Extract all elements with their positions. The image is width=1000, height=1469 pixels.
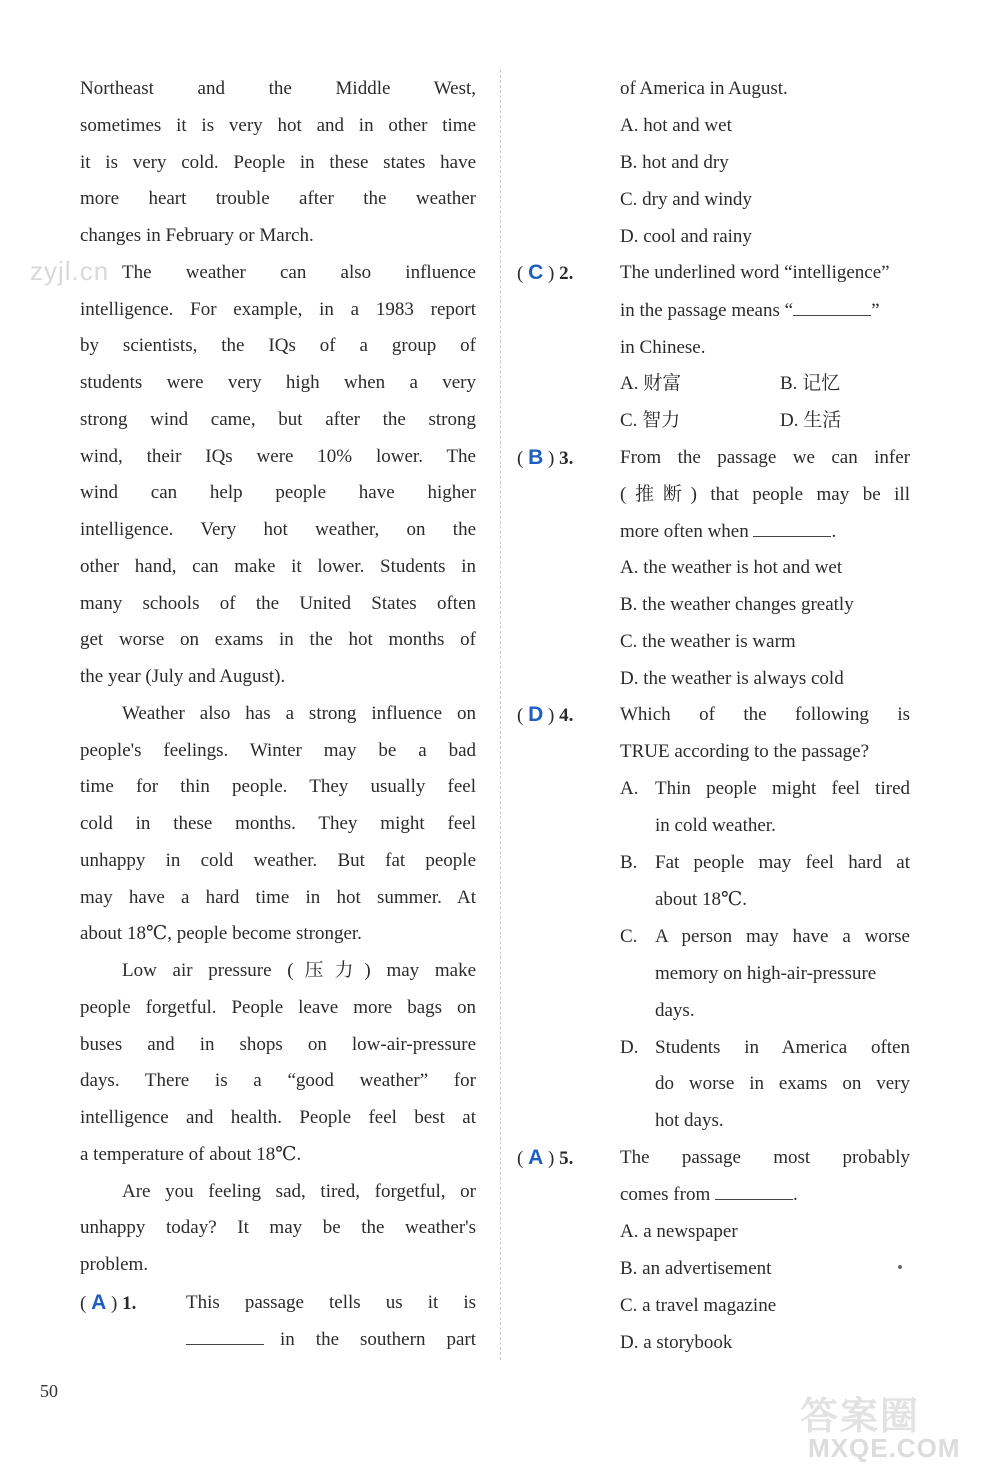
q4-option-b-label: B. xyxy=(620,852,638,873)
answer-2: C xyxy=(528,261,544,284)
answer-blank xyxy=(715,1185,793,1200)
question-4: ( D ) 4. xyxy=(517,703,574,726)
passage-line: it is very cold. People in these states have xyxy=(80,151,476,173)
passage-line: unhappy in cold weather. But fat people xyxy=(80,849,476,871)
answer-4: D xyxy=(528,703,544,726)
q4-option-a-cont: in cold weather. xyxy=(655,815,776,836)
passage-line: cold in these months. They might feel xyxy=(80,813,476,834)
stem-text: more often when xyxy=(620,521,749,542)
question-3-stem: From the passage we can infer xyxy=(620,447,910,468)
q5-option-c: C. a travel magazine xyxy=(620,1295,777,1316)
question-number: 4. xyxy=(559,705,574,726)
q4-option-c-label: C. xyxy=(620,926,638,947)
q2-option-d: D. 生活 xyxy=(780,410,842,431)
question-number: 2. xyxy=(559,263,574,284)
q3-option-c: C. the weather is warm xyxy=(620,631,796,652)
stray-dot xyxy=(898,1265,902,1269)
answer-1: A xyxy=(91,1291,107,1314)
q5-option-a: A. a newspaper xyxy=(620,1221,738,1242)
passage-line: problem. xyxy=(80,1254,149,1275)
passage-line: sometimes it is very hot and in other time xyxy=(80,114,476,136)
passage-line: buses and in shops on low-air-pressure xyxy=(80,1033,476,1055)
q4-option-d-cont: do worse in exams on very xyxy=(655,1073,910,1094)
q4-option-c-cont-2: days. xyxy=(655,1000,695,1021)
passage-line: unhappy today? It may be the weather's xyxy=(80,1217,476,1239)
question-number: 3. xyxy=(559,448,574,469)
question-2-stem-3: in Chinese. xyxy=(620,337,706,358)
question-1-stem-2-text: in the southern part xyxy=(280,1329,476,1350)
answer-blank xyxy=(186,1330,264,1345)
passage-line: intelligence and health. People feel best at xyxy=(80,1107,476,1128)
stem-text: in the passage means “ xyxy=(620,300,794,321)
passage-line: The weather can also influence xyxy=(122,261,476,283)
stem-text: comes from xyxy=(620,1184,711,1205)
watermark-mxqe-logo: 答案圈 xyxy=(800,1394,921,1438)
passage-line: people forgetful. People leave more bags on xyxy=(80,996,476,1018)
answer-5: A xyxy=(528,1146,544,1169)
q1-option-c: C. dry and windy xyxy=(620,189,752,210)
stem-text: . xyxy=(831,521,837,542)
passage-line: a temperature of about 18℃. xyxy=(80,1143,302,1165)
q4-option-d-label: D. xyxy=(620,1037,639,1058)
passage-line: Northeast and the Middle West, xyxy=(80,78,476,99)
passage-line: Weather also has a strong influence on xyxy=(122,702,476,724)
q3-option-b: B. the weather changes greatly xyxy=(620,594,854,615)
answer-blank xyxy=(753,522,831,537)
watermark-zyjl: zyjl.cn xyxy=(30,256,110,286)
q4-option-c-cont: memory on high-air-pressure xyxy=(655,963,877,984)
question-3-stem-2: (推断) that people may be ill xyxy=(620,484,910,505)
q2-option-b: B. 记忆 xyxy=(780,373,841,394)
passage-line: intelligence. For example, in a 1983 report xyxy=(80,298,476,320)
question-3-stem-3 xyxy=(620,520,836,544)
passage-line: many schools of the United States often xyxy=(80,592,476,614)
question-2-stem-2 xyxy=(620,299,880,323)
q4-option-d-cont-2: hot days. xyxy=(655,1110,724,1131)
q5-option-b: B. an advertisement xyxy=(620,1258,772,1279)
question-5-stem: The passage most probably xyxy=(620,1147,910,1168)
answer-blank xyxy=(793,301,871,316)
passage-line: other hand, can make it lower. Students in xyxy=(80,555,476,577)
question-number: 5. xyxy=(559,1148,574,1169)
stem-text: ” xyxy=(871,300,880,321)
passage-line: strong wind came, but after the strong xyxy=(80,408,476,430)
question-3: ( B ) 3. xyxy=(517,446,574,469)
passage-line: Low air pressure (压力) may make xyxy=(122,960,476,981)
passage-line: time for thin people. They usually feel xyxy=(80,776,476,798)
q3-option-a: A. the weather is hot and wet xyxy=(620,557,843,578)
q4-option-a: Thin people might feel tired xyxy=(655,778,910,799)
question-5-stem-2 xyxy=(620,1183,798,1207)
question-4-stem-2: TRUE according to the passage? xyxy=(620,741,870,762)
passage-line: people's feelings. Winter may be a bad xyxy=(80,739,476,761)
q4-option-c: A person may have a worse xyxy=(655,926,910,947)
question-2: ( C ) 2. xyxy=(517,261,574,284)
q1-option-a: A. hot and wet xyxy=(620,115,732,136)
answer-3: B xyxy=(528,446,544,469)
q4-option-b-cont: about 18℃. xyxy=(655,889,747,910)
question-number: 1. xyxy=(122,1293,137,1314)
page-number: 50 xyxy=(40,1381,58,1401)
passage-line: by scientists, the IQs of a group of xyxy=(80,335,476,357)
q3-option-d: D. the weather is always cold xyxy=(620,668,844,689)
q1-option-d: D. cool and rainy xyxy=(620,226,752,247)
question-5: ( A ) 5. xyxy=(517,1146,574,1169)
question-1-stem-3: of America in August. xyxy=(620,78,788,99)
passage-line: changes in February or March. xyxy=(80,225,314,246)
stem-text: . xyxy=(792,1184,798,1205)
passage-line: more heart trouble after the weather xyxy=(80,188,476,210)
passage-line: wind can help people have higher xyxy=(80,482,476,504)
passage-line: about 18℃, people become stronger. xyxy=(80,923,362,945)
q4-option-d: Students in America often xyxy=(655,1037,910,1058)
q2-option-a: A. 财富 xyxy=(620,373,682,394)
passage-line: get worse on exams in the hot months of xyxy=(80,629,476,651)
q4-option-a-label: A. xyxy=(620,778,639,799)
q5-option-d: D. a storybook xyxy=(620,1332,733,1353)
watermark-mxqe xyxy=(800,1385,985,1465)
column-divider xyxy=(500,70,501,1360)
question-1: ( A ) 1. xyxy=(80,1291,137,1314)
passage-line: the year (July and August). xyxy=(80,666,286,687)
passage-line: wind, their IQs were 10% lower. The xyxy=(80,445,476,467)
question-2-stem: The underlined word “intelligence” xyxy=(620,262,890,283)
passage-line: days. There is a “good weather” for xyxy=(80,1070,476,1092)
q1-option-b: B. hot and dry xyxy=(620,152,729,173)
passage-line: intelligence. Very hot weather, on the xyxy=(80,519,476,540)
question-1-stem: This passage tells us it is xyxy=(186,1292,476,1313)
question-1-stem-2 xyxy=(186,1328,274,1352)
watermark-mxqe-url: MXQE.COM xyxy=(808,1433,961,1463)
passage-line: students were very high when a very xyxy=(80,372,476,393)
q4-option-b: Fat people may feel hard at xyxy=(655,852,910,873)
passage-line: may have a hard time in hot summer. At xyxy=(80,886,476,908)
question-4-stem: Which of the following is xyxy=(620,704,910,725)
q2-option-c: C. 智力 xyxy=(620,410,681,431)
passage-line: Are you feeling sad, tired, forgetful, or xyxy=(122,1180,476,1202)
